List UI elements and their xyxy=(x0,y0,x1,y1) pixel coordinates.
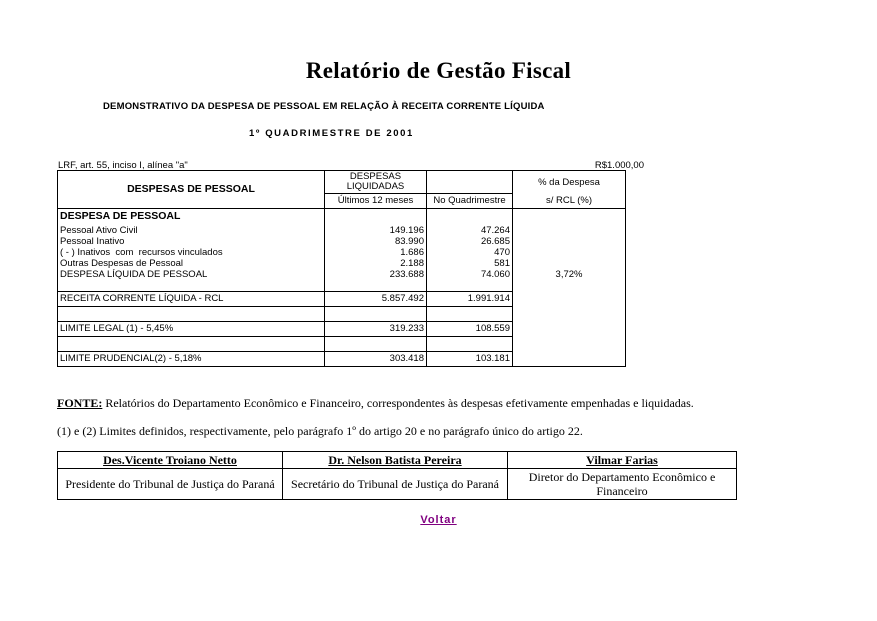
signature-role: Presidente do Tribunal de Justiça do Paraná xyxy=(58,469,283,500)
header-despesas-liquidadas xyxy=(325,171,427,194)
header-pct-line1: % da Despesa xyxy=(513,171,626,194)
rcl-ultimos-12: 5.857.492 xyxy=(325,291,427,306)
limite-legal-quadrimestre: 108.559 xyxy=(427,321,513,336)
row-ultimos-12: 2.188 xyxy=(325,258,427,269)
row-ultimos-12: 83.990 xyxy=(325,236,427,247)
signature-role: Secretário do Tribunal de Justiça do Paraná xyxy=(283,469,508,500)
limite-prudencial-ultimos-12: 303.418 xyxy=(325,351,427,366)
limite-prudencial-row xyxy=(58,351,626,366)
row-label: Outras Despesas de Pessoal xyxy=(58,258,325,269)
table-row xyxy=(58,236,626,247)
limite-legal-ultimos-12: 319.233 xyxy=(325,321,427,336)
row-pct-rcl: 3,72% xyxy=(513,269,626,280)
header-ultimos-12-meses: Últimos 12 meses xyxy=(325,193,427,208)
table-row xyxy=(58,258,626,269)
rcl-quadrimestre: 1.991.914 xyxy=(427,291,513,306)
legal-reference: LRF, art. 55, inciso I, alínea "a" xyxy=(58,160,188,171)
signature-roles-row xyxy=(58,469,737,500)
limite-prudencial-label: LIMITE PRUDENCIAL(2) - 5,18% xyxy=(58,351,325,366)
page-title: Relatório de Gestão Fiscal xyxy=(305,58,572,83)
header-despesas-pessoal: DESPESAS DE PESSOAL xyxy=(58,171,325,209)
header-no-quadrimestre: No Quadrimestre xyxy=(427,193,513,208)
row-ultimos-12: 1.686 xyxy=(325,247,427,258)
source-text: Relatórios do Departamento Econômico e Financeiro, correspondentes às despesas efetivamente empenhadas e liquidadas. xyxy=(102,396,694,410)
row-quadrimestre: 26.685 xyxy=(427,236,513,247)
rcl-label: RECEITA CORRENTE LÍQUIDA - RCL xyxy=(58,291,325,306)
table-row xyxy=(58,269,626,280)
row-quadrimestre: 581 xyxy=(427,258,513,269)
header-empty-cell xyxy=(427,171,513,194)
signature-name: Des.Vicente Troiano Netto xyxy=(58,452,283,469)
voltar-link[interactable] xyxy=(0,514,877,526)
signatures-table xyxy=(57,451,737,500)
table-row xyxy=(58,247,626,258)
voltar-link-label[interactable]: Voltar xyxy=(420,514,457,526)
currency-unit: R$1.000,00 xyxy=(594,160,644,171)
report-period: 1º QUADRIMESTRE DE 2001 xyxy=(249,128,414,139)
row-ultimos-12: 233.688 xyxy=(325,269,427,280)
row-label: Pessoal Ativo Civil xyxy=(58,225,325,236)
limits-note: (1) e (2) Limites definidos, respectivamente, pelo parágrafo 1º do artigo 20 e no parágrafo único do artigo 22. xyxy=(57,424,583,438)
spacer-row xyxy=(58,336,626,351)
limite-legal-row xyxy=(58,321,626,336)
report-subtitle: DEMONSTRATIVO DA DESPESA DE PESSOAL EM RELAÇÃO À RECEITA CORRENTE LÍQUIDA xyxy=(103,101,545,112)
header-liquidadas-line2: LIQUIDADAS xyxy=(346,180,405,192)
section-title: DESPESA DE PESSOAL xyxy=(58,208,325,225)
spacer-row xyxy=(58,280,626,292)
row-quadrimestre: 47.264 xyxy=(427,225,513,236)
source-note xyxy=(57,396,694,411)
row-label: Pessoal Inativo xyxy=(58,236,325,247)
header-liquidadas-line1: DESPESAS xyxy=(349,170,402,182)
signature-name: Vilmar Farias xyxy=(508,452,737,469)
signature-names-row xyxy=(58,452,737,469)
limite-prudencial-quadrimestre: 103.181 xyxy=(427,351,513,366)
header-pct-line2: s/ RCL (%) xyxy=(513,193,626,208)
row-label: DESPESA LÍQUIDA DE PESSOAL xyxy=(58,269,325,280)
signature-name: Dr. Nelson Batista Pereira xyxy=(283,452,508,469)
row-ultimos-12: 149.196 xyxy=(325,225,427,236)
limite-legal-label: LIMITE LEGAL (1) - 5,45% xyxy=(58,321,325,336)
spacer-row xyxy=(58,306,626,321)
signature-role: Diretor do Departamento Econômico e Financeiro xyxy=(508,469,737,500)
row-label: ( - ) Inativos com recursos vinculados xyxy=(58,247,325,258)
expense-table xyxy=(57,170,626,367)
section-row xyxy=(58,208,626,225)
row-quadrimestre: 470 xyxy=(427,247,513,258)
row-quadrimestre: 74.060 xyxy=(427,269,513,280)
table-row xyxy=(58,225,626,236)
source-label: FONTE: xyxy=(57,396,103,410)
rcl-row xyxy=(58,291,626,306)
table-header-row xyxy=(58,171,626,194)
